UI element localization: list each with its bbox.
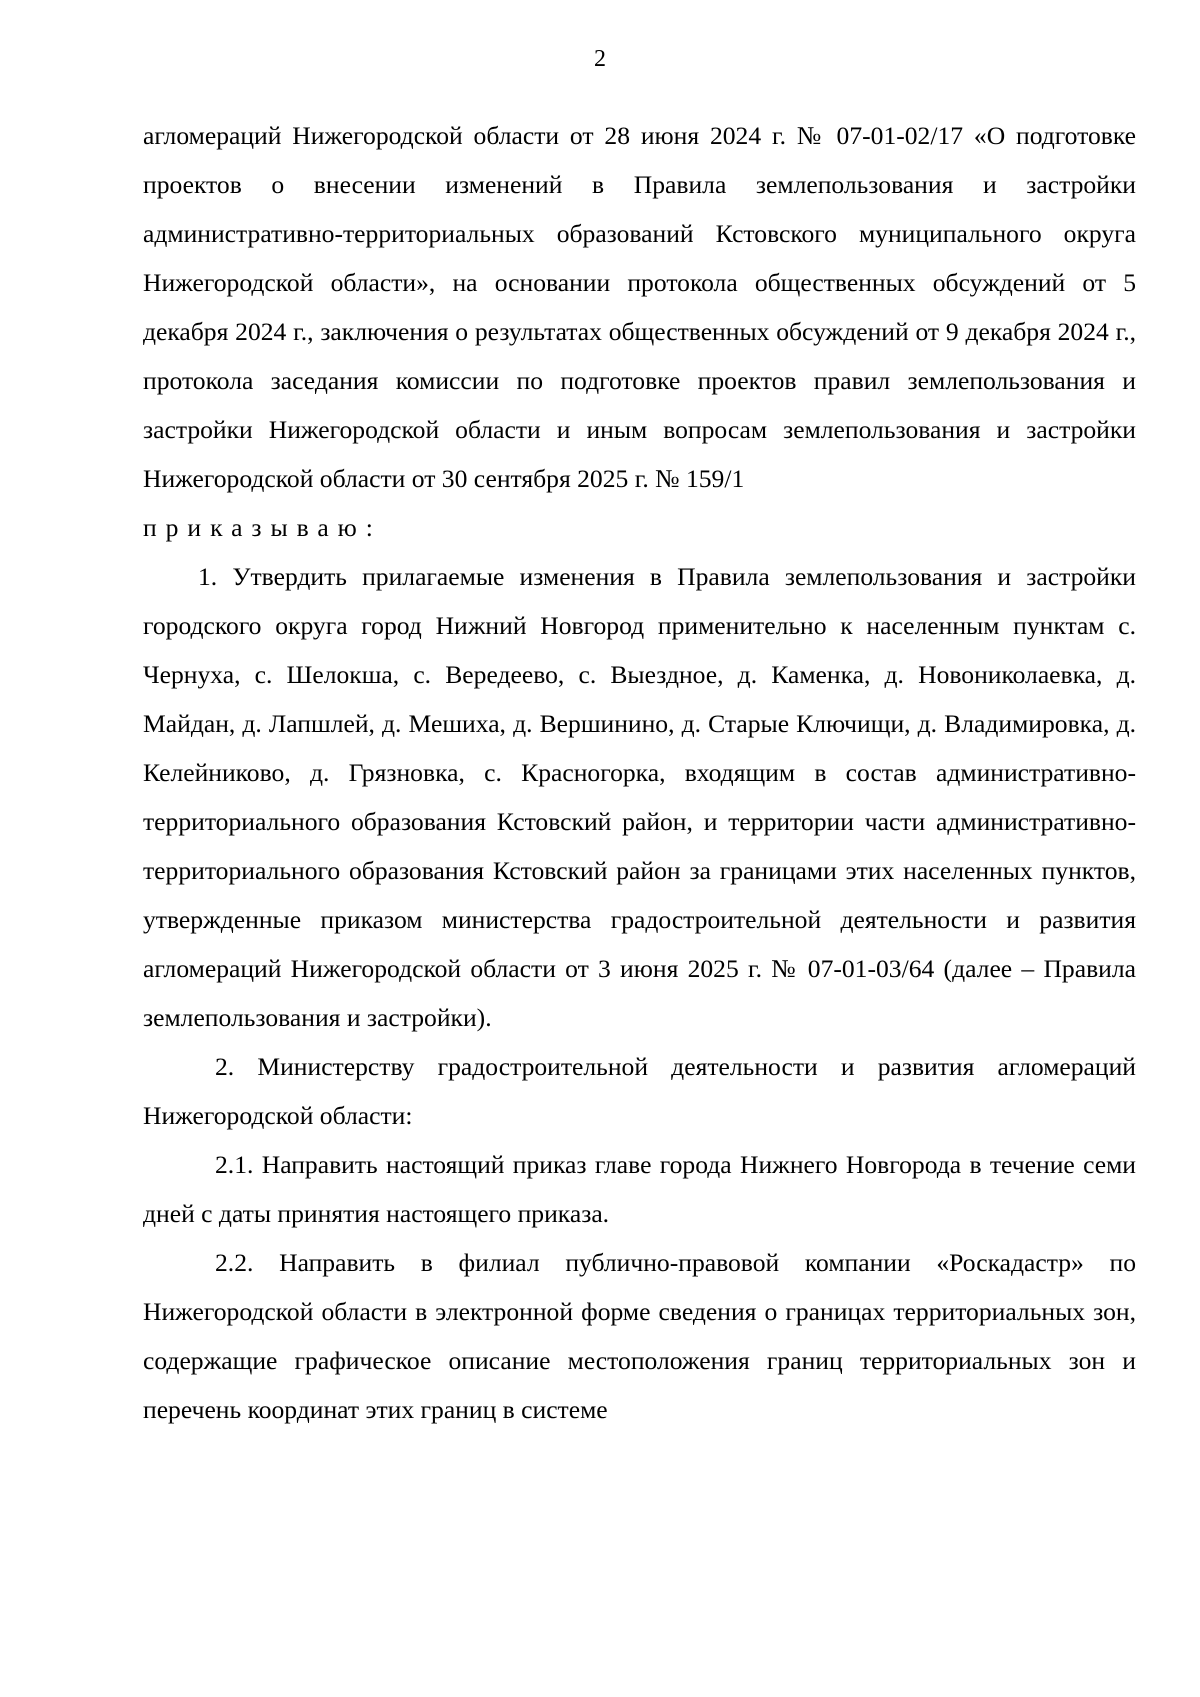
item-2-1-paragraph: 2.1. Направить настоящий приказ главе города Нижнего Новгорода в течение семи дней с даты принятия настоящего приказа.	[143, 1150, 1136, 1228]
item-2-2-paragraph: 2.2. Направить в филиал публично-правовой компании «Роскадастр» по Нижегородской области в электронной форме сведения о границах территориальных зон, содержащие графическое описание местоположения границ территориальных зон и перечень координат этих границ в системе	[143, 1248, 1136, 1424]
page-number: 2	[594, 46, 606, 72]
preamble-paragraph: агломераций Нижегородской области от 28 июня 2024 г. № 07-01-02/17 «О подготовке проектов о внесении изменений в Правила землепользования и застройки административно-территориальных образований Кстовского муниципального округа Нижегородской области», на основании протокола общественных обсуждений от 5 декабря 2024 г., заключения о результатах общественных обсуждений от 9 декабря 2024 г., протокола заседания комиссии по подготовке проектов правил землепользования и застройки Нижегородской области и иным вопросам землепользования и застройки Нижегородской области от 30 сентября 2025 г. № 159/1	[143, 121, 1136, 493]
order-word: приказываю:	[143, 513, 382, 542]
item-2-paragraph: 2. Министерству градостроительной деятельности и развития агломераций Нижегородской области:	[143, 1052, 1136, 1130]
item-1-paragraph: 1. Утвердить прилагаемые изменения в Правила землепользования и застройки городского округа город Нижний Новгород применительно к населенным пунктам с. Чернуха, с. Шелокша, с. Вередеево, с. Выездное, д. Каменка, д. Новониколаевка, д. Майдан, д. Лапшлей, д. Мешиха, д. Вершинино, д. Старые Ключищи, д. Владимировка, д. Келейниково, д. Грязновка, с. Красногорка, входящим в состав административно-территориального образования Кстовский район, и территории части административно-территориального образования Кстовский район за границами этих населенных пунктов, утвержденные приказом министерства градостроительной деятельности и развития агломераций Нижегородской области от 3 июня 2025 г. № 07-01-03/64 (далее – Правила землепользования и застройки).	[143, 562, 1136, 1032]
document-body	[143, 111, 1136, 1434]
